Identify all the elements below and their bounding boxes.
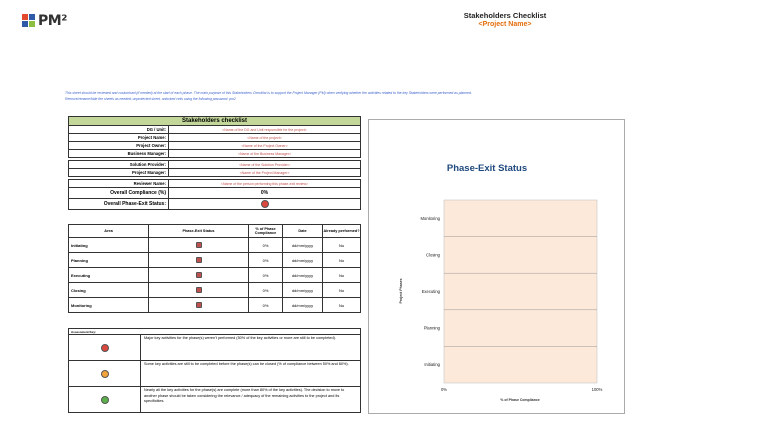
stakeholders-checklist-table xyxy=(68,116,361,210)
table-row xyxy=(69,126,361,134)
chart-title: Phase-Exit Status xyxy=(446,163,528,174)
document-title: Stakeholders Checklist xyxy=(463,11,547,20)
plot-area xyxy=(444,200,597,383)
legend-item xyxy=(69,335,361,361)
overall-status-indicator-icon xyxy=(261,200,269,208)
phase-status-table xyxy=(68,224,361,313)
reviewer-name-field[interactable]: <Name of the person performing this phase-exit review> xyxy=(169,180,361,188)
status-indicator-icon xyxy=(196,272,202,278)
status-indicator-icon xyxy=(196,287,202,293)
x-tick-label: 100% xyxy=(591,387,603,392)
pm2-logo-icon xyxy=(22,14,36,28)
field-label: Project Manager: xyxy=(69,169,169,177)
legend-text: Some key activities are still to be completed before the phase(s) can be closed (% of compliance between 50% and 80%). xyxy=(141,361,361,387)
category-label: Executing xyxy=(421,289,440,294)
table-row xyxy=(69,142,361,150)
phase-date[interactable]: dd/mm/yyyy xyxy=(283,253,323,268)
phase-date[interactable]: dd/mm/yyyy xyxy=(283,238,323,253)
phase-performed[interactable]: No xyxy=(323,298,361,313)
phase-area: Closing xyxy=(69,283,149,298)
y-axis-label: Project Phases xyxy=(399,278,403,304)
x-axis-label: % of Phase Compliance xyxy=(500,398,540,402)
phase-area: Executing xyxy=(69,268,149,283)
chart-canvas xyxy=(369,120,626,415)
green-status-icon xyxy=(101,396,109,404)
overall-status-label: Overall Phase-Exit Status: xyxy=(69,199,169,210)
phase-date[interactable]: dd/mm/yyyy xyxy=(283,268,323,283)
phase-compliance: 0% xyxy=(249,268,283,283)
table-row xyxy=(69,283,361,298)
project-manager-field[interactable]: <Name of the Project Manager> xyxy=(169,169,361,177)
field-label: Business Manager: xyxy=(69,150,169,158)
phase-performed[interactable]: No xyxy=(323,238,361,253)
status-indicator-icon xyxy=(196,257,202,263)
table-row xyxy=(69,169,361,177)
logo-text: PM² xyxy=(38,13,67,29)
phase-date[interactable]: dd/mm/yyyy xyxy=(283,298,323,313)
field-label: Project Name: xyxy=(69,134,169,142)
table-row xyxy=(69,298,361,313)
table-row xyxy=(69,134,361,142)
instruction-line: Remove/rename/hide the sheets as needed; unprotected sheet, unlocked cells using the following password: pm2 xyxy=(65,97,236,101)
red-status-icon xyxy=(101,344,109,352)
x-tick-label: 0% xyxy=(440,387,448,392)
assessment-key-table xyxy=(68,328,361,413)
status-indicator-icon xyxy=(196,302,202,308)
table-row xyxy=(69,161,361,169)
project-name-field[interactable]: <Name of the project> xyxy=(169,134,361,142)
table-row xyxy=(69,253,361,268)
phase-exit-status-chart xyxy=(368,119,625,414)
field-label: Project Owner: xyxy=(69,142,169,150)
phase-compliance: 0% xyxy=(249,253,283,268)
field-label: DG / Unit: xyxy=(69,126,169,134)
pm2-logo xyxy=(22,13,67,29)
overall-compliance-label: Overall Compliance (%) xyxy=(69,188,169,199)
amber-status-icon xyxy=(101,370,109,378)
dg-unit-field[interactable]: <Name of the DG and Unit responsible for the project> xyxy=(169,126,361,134)
table-row xyxy=(69,150,361,158)
phase-area: Planning xyxy=(69,253,149,268)
table-row xyxy=(69,180,361,188)
phase-performed[interactable]: No xyxy=(323,283,361,298)
phase-area: Monitoring xyxy=(69,298,149,313)
project-name-placeholder: <Project Name> xyxy=(478,21,532,28)
column-header: Already performed? xyxy=(323,225,361,238)
column-header: Date xyxy=(283,225,323,238)
column-header: Area xyxy=(69,225,149,238)
phase-performed[interactable]: No xyxy=(323,253,361,268)
table-row xyxy=(69,268,361,283)
column-header: % of Phase Compliance xyxy=(249,225,283,238)
category-label: Monitoring xyxy=(420,215,440,221)
table-row xyxy=(69,188,361,199)
legend-item xyxy=(69,387,361,413)
table-row xyxy=(69,238,361,253)
overall-compliance-value: 0% xyxy=(169,188,361,199)
instructions-note xyxy=(65,90,705,102)
field-label: Reviewer Name: xyxy=(69,180,169,188)
phase-compliance: 0% xyxy=(249,238,283,253)
legend-text: Major key activities for the phase(s) weren't performed (50% of the key activities or more are still to be completed). xyxy=(141,335,361,361)
status-indicator-icon xyxy=(196,242,202,248)
category-label: Planning xyxy=(423,325,440,331)
business-manager-field[interactable]: <Name of the Business Manager> xyxy=(169,150,361,158)
category-label: Closing xyxy=(426,252,440,258)
solution-provider-field[interactable]: <Name of the Solution Provider> xyxy=(169,161,361,169)
column-header: Phase-Exit Status xyxy=(149,225,249,238)
assessment-key-header: Assessment Key: xyxy=(69,329,361,335)
category-label: Initiating xyxy=(424,362,440,368)
phase-compliance: 0% xyxy=(249,283,283,298)
instruction-line: This sheet should be reviewed and customised (if needed) at the start of each phase. The main purpose of this Stakeholders Checklist is to support the Project Manager (PM) when verifying whether the activities related to the key Stakeholders were performed as planned. xyxy=(65,91,472,95)
legend-text: Nearly all the key activities for the phase(s) are complete (more than 80% of the key activities). The decision to move to another phase should be taken considering the relevance / adequacy of the remaining activities to the project and its specificities. xyxy=(141,387,361,413)
phase-area: Initiating xyxy=(69,238,149,253)
project-owner-field[interactable]: <Name of the Project Owner> xyxy=(169,142,361,150)
legend-item xyxy=(69,361,361,387)
field-label: Solution Provider: xyxy=(69,161,169,169)
phase-compliance: 0% xyxy=(249,298,283,313)
phase-date[interactable]: dd/mm/yyyy xyxy=(283,283,323,298)
table-row xyxy=(69,199,361,210)
phase-performed[interactable]: No xyxy=(323,268,361,283)
checklist-header: Stakeholders checklist xyxy=(69,117,361,126)
